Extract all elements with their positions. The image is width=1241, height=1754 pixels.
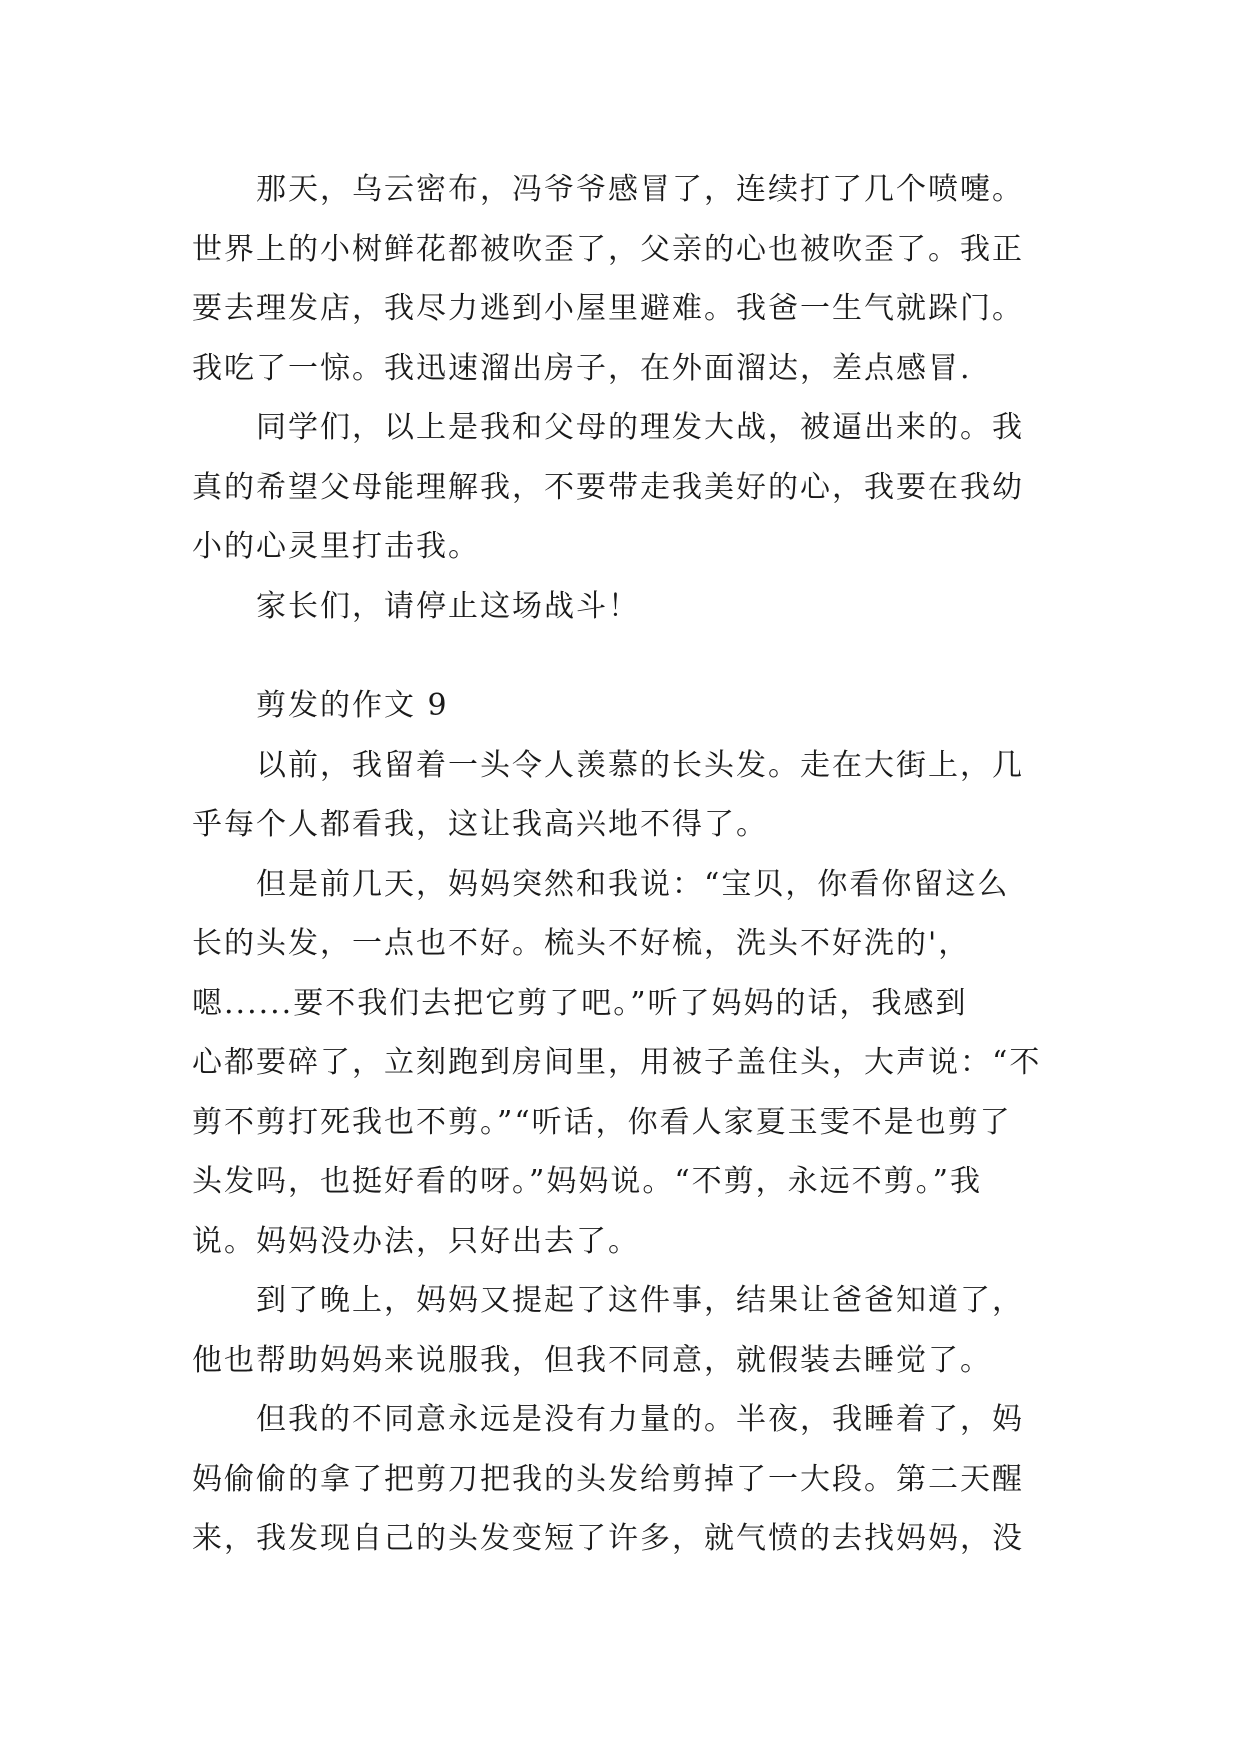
text-line: 嗯......要不我们去把它剪了吧。”听了妈妈的话，我感到 xyxy=(192,985,968,1021)
text-line: 世界上的小树鲜花都被吹歪了，父亲的心也被吹歪了。我正 xyxy=(192,231,1024,267)
text-line: 要去理发店，我尽力逃到小屋里避难。我爸一生气就跺门。 xyxy=(192,291,1024,326)
text-line: 他也帮助妈妈来说服我，但我不同意，就假装去睡觉了。 xyxy=(192,1342,992,1378)
paragraph xyxy=(192,736,1072,855)
section-spacer xyxy=(192,636,1072,676)
text-line: 头发吗，也挺好看的呀。”妈妈说。“不剪，永远不剪。”我 xyxy=(192,1164,983,1199)
text-line: 来，我发现自己的头发变短了许多，就气愤的去找妈妈，没 xyxy=(192,1521,1024,1556)
text-line: 家长们，请停止这场战斗！ xyxy=(256,588,640,624)
text-line: 说。妈妈没办法，只好出去了。 xyxy=(192,1223,640,1259)
text-line: 但我的不同意永远是没有力量的。半夜，我睡着了，妈 xyxy=(256,1402,1024,1437)
text-line: 小的心灵里打击我。 xyxy=(192,529,480,564)
paragraph xyxy=(192,160,1072,398)
paragraph xyxy=(192,398,1072,577)
paragraph xyxy=(192,577,1072,637)
section-title: 剪发的作文 9 xyxy=(256,688,449,723)
text-line: 长的头发，一点也不好。梳头不好梳，洗头不好洗的'， xyxy=(192,926,971,961)
text-line: 那天，乌云密布，冯爷爷感冒了，连续打了几个喷嚏。 xyxy=(256,172,1024,207)
text-line: 到了晚上，妈妈又提起了这件事，结果让爸爸知道了， xyxy=(256,1283,1024,1318)
text-line: 乎每个人都看我，这让我高兴地不得了。 xyxy=(192,807,768,842)
text-line: 妈偷偷的拿了把剪刀把我的头发给剪掉了一大段。第二天醒 xyxy=(192,1461,1024,1497)
text-line: 真的希望父母能理解我，不要带走我美好的心，我要在我幼 xyxy=(192,469,1024,505)
text-line: 但是前几天，妈妈突然和我说：“宝贝，你看你留这么 xyxy=(256,866,1010,902)
text-line: 同学们，以上是我和父母的理发大战，被逼出来的。我 xyxy=(256,410,1024,445)
text-line: 我吃了一惊。我迅速溜出房子，在外面溜达，差点感冒. xyxy=(192,350,972,386)
document-body xyxy=(192,160,1072,1569)
paragraph xyxy=(192,1390,1072,1569)
paragraph xyxy=(192,1271,1072,1390)
paragraph xyxy=(192,855,1072,1272)
text-line: 以前，我留着一头令人羡慕的长头发。走在大街上，几 xyxy=(256,747,1024,783)
text-line: 心都要碎了，立刻跑到房间里，用被子盖住头，大声说：“不 xyxy=(192,1045,1042,1080)
text-line: 剪不剪打死我也不剪。”“听话，你看人家夏玉雯不是也剪了 xyxy=(192,1104,1012,1140)
